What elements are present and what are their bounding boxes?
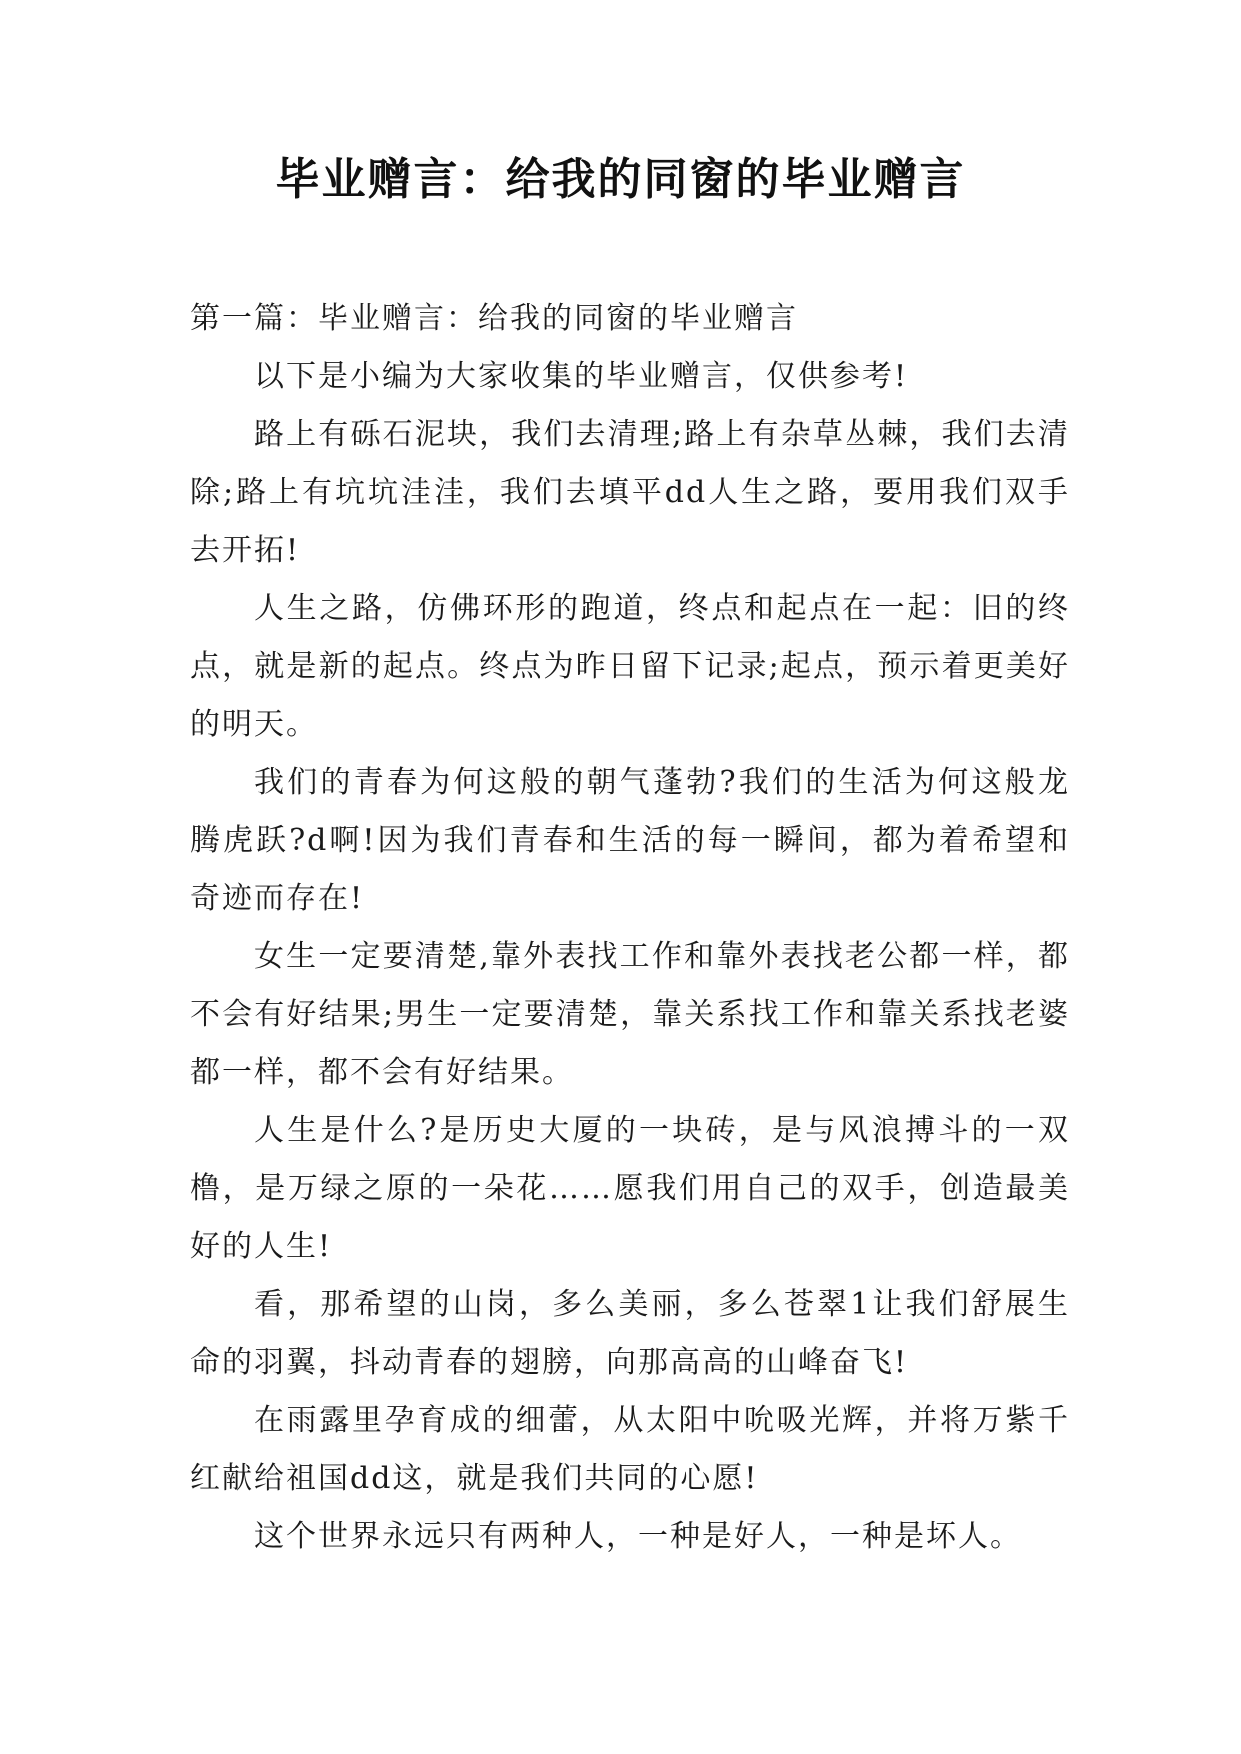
section-heading: 第一篇：毕业赠言：给我的同窗的毕业赠言 <box>190 301 798 336</box>
paragraph: 人生是什么?是历史大厦的一块砖，是与风浪搏斗的一双橹，是万绿之原的一朵花……愿我们用自己的双手，创造最美好的人生! <box>190 1113 1070 1264</box>
paragraph: 人生之路，仿佛环形的跑道，终点和起点在一起：旧的终点，就是新的起点。终点为昨日留下记录;起点，预示着更美好的明天。 <box>190 591 1070 742</box>
paragraph: 在雨露里孕育成的细蕾，从太阳中吮吸光辉，并将万紫千红献给祖国dd这，就是我们共同的心愿! <box>190 1403 1070 1496</box>
document-body <box>190 290 1070 1566</box>
paragraph: 路上有砾石泥块，我们去清理;路上有杂草丛棘，我们去清除;路上有坑坑洼洼，我们去填平dd人生之路，要用我们双手去开拓! <box>190 417 1070 568</box>
paragraph: 这个世界永远只有两种人，一种是好人，一种是坏人。 <box>254 1519 1022 1554</box>
paragraph: 我们的青春为何这般的朝气蓬勃?我们的生活为何这般龙腾虎跃?d啊!因为我们青春和生活的每一瞬间，都为着希望和奇迹而存在! <box>190 765 1070 916</box>
paragraph: 以下是小编为大家收集的毕业赠言，仅供参考! <box>254 359 909 394</box>
paragraph: 女生一定要清楚,靠外表找工作和靠外表找老公都一样，都不会有好结果;男生一定要清楚，靠关系找工作和靠关系找老婆都一样，都不会有好结果。 <box>190 939 1070 1090</box>
document-title: 毕业赠言：给我的同窗的毕业赠言 <box>275 154 966 205</box>
paragraph: 看，那希望的山岗，多么美丽，多么苍翠1让我们舒展生命的羽翼，抖动青春的翅膀，向那高高的山峰奋飞! <box>190 1287 1070 1380</box>
